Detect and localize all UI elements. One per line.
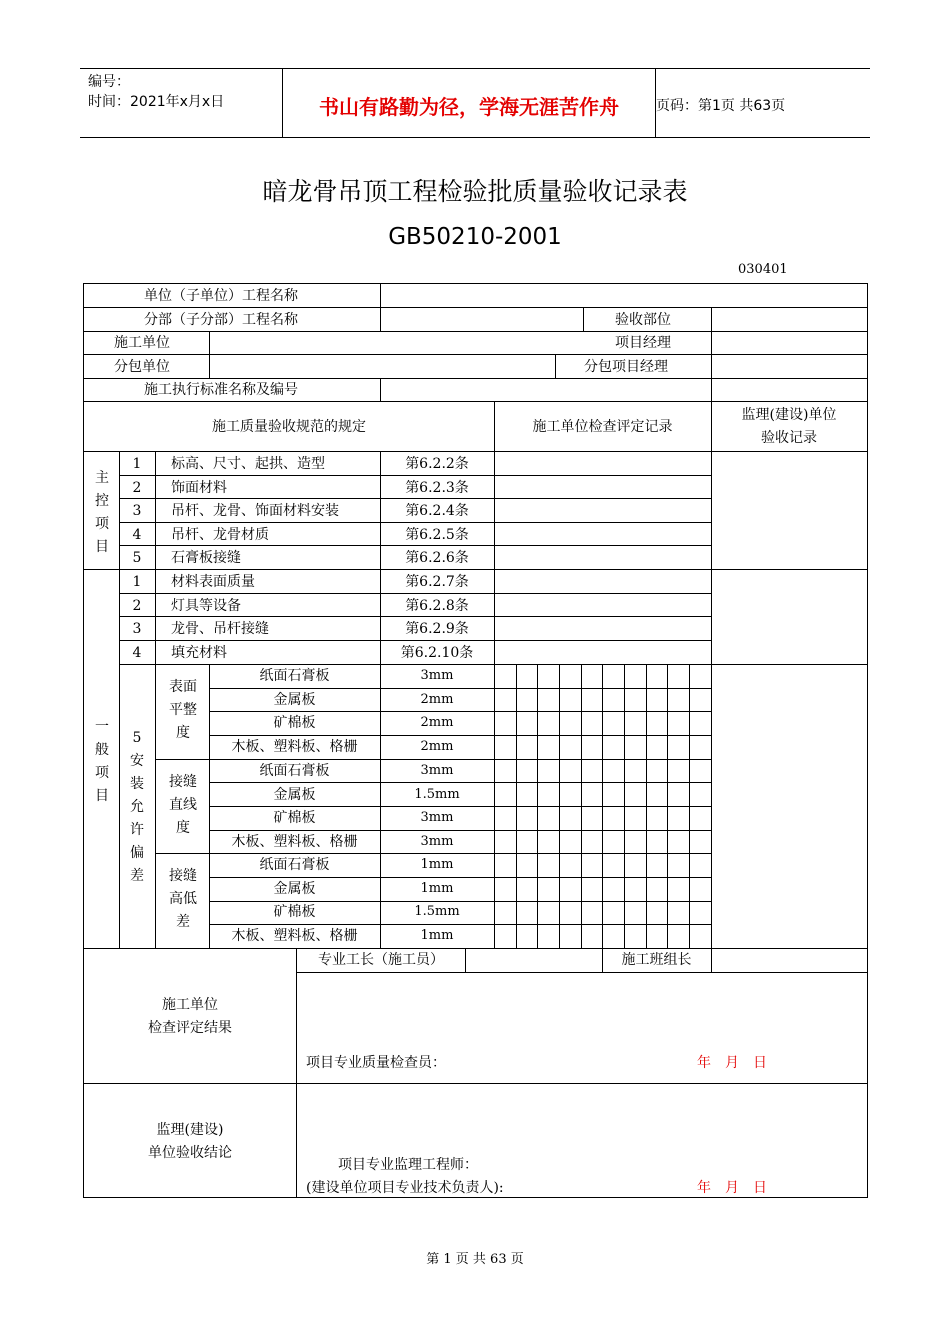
inspection-table [83, 283, 868, 1198]
inspection-part-label: 验收部位 [615, 312, 671, 328]
construction-result-label-2: 检查评定结果 [148, 1020, 232, 1036]
item-name: 饰面材料 [171, 480, 227, 496]
deviation-value: 2mm [420, 691, 454, 707]
item-clause: 第6.2.7条 [405, 574, 469, 590]
deviation-text: 5安装允许偏差 [130, 730, 144, 884]
deviation-value: 1.5mm [414, 786, 460, 802]
item-clause: 第6.2.9条 [405, 621, 469, 637]
owner-tech-label: (建设单位项目专业技术负责人): [306, 1180, 504, 1196]
number-label: 编号： [88, 74, 130, 90]
item-name: 填充材料 [171, 645, 227, 661]
deviation-value: 1mm [420, 880, 454, 896]
supervision-result-label-2: 单位验收结论 [148, 1145, 232, 1161]
time-label: 时间：2021年x月x日 [88, 94, 225, 110]
item-name: 吊杆、龙骨、饰面材料安装 [171, 503, 339, 519]
team-leader-label: 施工班组长 [621, 952, 692, 968]
general-text: 一般项目 [95, 719, 109, 804]
deviation-material: 矿棉板 [273, 810, 316, 827]
page-header [80, 68, 870, 138]
deviation-material: 金属板 [273, 786, 316, 803]
standard-code: GB50210-2001 [388, 224, 562, 250]
deviation-value: 3mm [420, 810, 454, 826]
main-control-text: 主控项目 [95, 470, 109, 555]
item-name: 标高、尺寸、起拱、造型 [171, 456, 325, 472]
item-clause: 第6.2.10条 [400, 645, 474, 661]
item-clause: 第6.2.5条 [405, 527, 469, 543]
motto-cell [282, 69, 656, 137]
deviation-value: 3mm [420, 763, 454, 778]
deviation-value: 3mm [420, 668, 454, 683]
deviation-value: 2mm [420, 715, 454, 731]
deviation-material: 纸面石膏板 [259, 668, 330, 684]
deviation-group-label [163, 865, 203, 934]
quality-inspector-label: 项目专业质量检查员： [306, 1055, 446, 1071]
item-clause: 第6.2.2条 [405, 456, 469, 472]
foreman-label: 专业工长（施工员） [318, 952, 444, 968]
date-label-2: 年 月 日 [697, 1180, 767, 1196]
deviation-value: 1.5mm [414, 904, 460, 920]
item-number: 1 [132, 456, 142, 472]
deviation-value: 3mm [420, 833, 454, 849]
main-control-label [92, 467, 112, 559]
sub-project-label: 分部（子分部）工程名称 [144, 312, 298, 328]
deviation-value: 1mm [420, 927, 454, 943]
col-supervision-header-2: 验收记录 [761, 430, 817, 446]
deviation-material: 纸面石膏板 [259, 857, 330, 873]
item-number: 4 [132, 527, 142, 543]
deviation-material: 金属板 [273, 691, 316, 708]
general-label [92, 716, 112, 808]
form-number: 030401 [738, 262, 788, 277]
item-clause: 第6.2.6条 [405, 550, 469, 566]
item-clause: 第6.2.4条 [405, 503, 469, 519]
page-footer: 第 1 页 共 63 页 [426, 1252, 524, 1267]
col-check-header: 施工单位检查评定记录 [532, 419, 673, 435]
header-meta [80, 69, 282, 137]
deviation-value: 1mm [420, 857, 454, 872]
deviation-group-label [163, 771, 203, 840]
item-number: 3 [132, 503, 142, 519]
item-name: 吊杆、龙骨材质 [171, 527, 269, 543]
deviation-material: 纸面石膏板 [259, 763, 330, 779]
item-number: 5 [132, 550, 142, 566]
deviation-material: 金属板 [273, 880, 316, 897]
deviation-value: 2mm [420, 738, 454, 754]
item-name: 龙骨、吊杆接缝 [171, 621, 269, 637]
deviation-material: 矿棉板 [273, 904, 316, 921]
deviation-material: 木板、塑料板、格栅 [231, 833, 358, 850]
deviation-group-text: 表面平整度 [169, 679, 197, 741]
deviation-group-text: 接缝高低差 [169, 868, 197, 930]
deviation-group-text: 接缝直线度 [169, 774, 197, 836]
item-name: 石膏板接缝 [171, 550, 241, 566]
subcontract-unit-label: 分包单位 [114, 359, 170, 375]
construction-unit-label: 施工单位 [114, 335, 170, 351]
item-number: 2 [132, 598, 142, 614]
item-clause: 第6.2.3条 [405, 480, 469, 496]
item-number: 3 [132, 621, 142, 637]
subcontract-manager-label: 分包项目经理 [584, 359, 668, 375]
page-info: 页码：第1页 共63页 [656, 98, 786, 114]
document-title: 暗龙骨吊顶工程检验批质量验收记录表 [262, 177, 688, 206]
deviation-material: 矿棉板 [273, 715, 316, 732]
col-spec-header: 施工质量验收规范的规定 [212, 419, 366, 435]
deviation-material: 木板、塑料板、格栅 [231, 738, 358, 755]
construction-result-label: 施工单位 [162, 997, 218, 1013]
standard-label: 施工执行标准名称及编号 [144, 382, 298, 398]
date-label: 年 月 日 [697, 1055, 767, 1071]
unit-project-label: 单位（子单位）工程名称 [144, 288, 298, 304]
project-manager-label: 项目经理 [615, 335, 671, 351]
col-supervision-header: 监理(建设)单位 [741, 407, 837, 423]
item-clause: 第6.2.8条 [405, 598, 469, 614]
item-name: 材料表面质量 [171, 574, 255, 590]
item-number: 4 [132, 645, 142, 661]
deviation-label [127, 727, 147, 888]
item-number: 1 [132, 574, 142, 590]
item-number: 2 [132, 480, 142, 496]
deviation-group-label [163, 676, 203, 745]
supervision-result-label: 监理(建设) [156, 1122, 224, 1138]
item-name: 灯具等设备 [171, 598, 241, 614]
supervisor-label: 项目专业监理工程师： [338, 1157, 478, 1173]
motto: 书山有路勤为径，学海无涯苦作舟 [319, 95, 619, 119]
deviation-material: 木板、塑料板、格栅 [231, 927, 358, 944]
